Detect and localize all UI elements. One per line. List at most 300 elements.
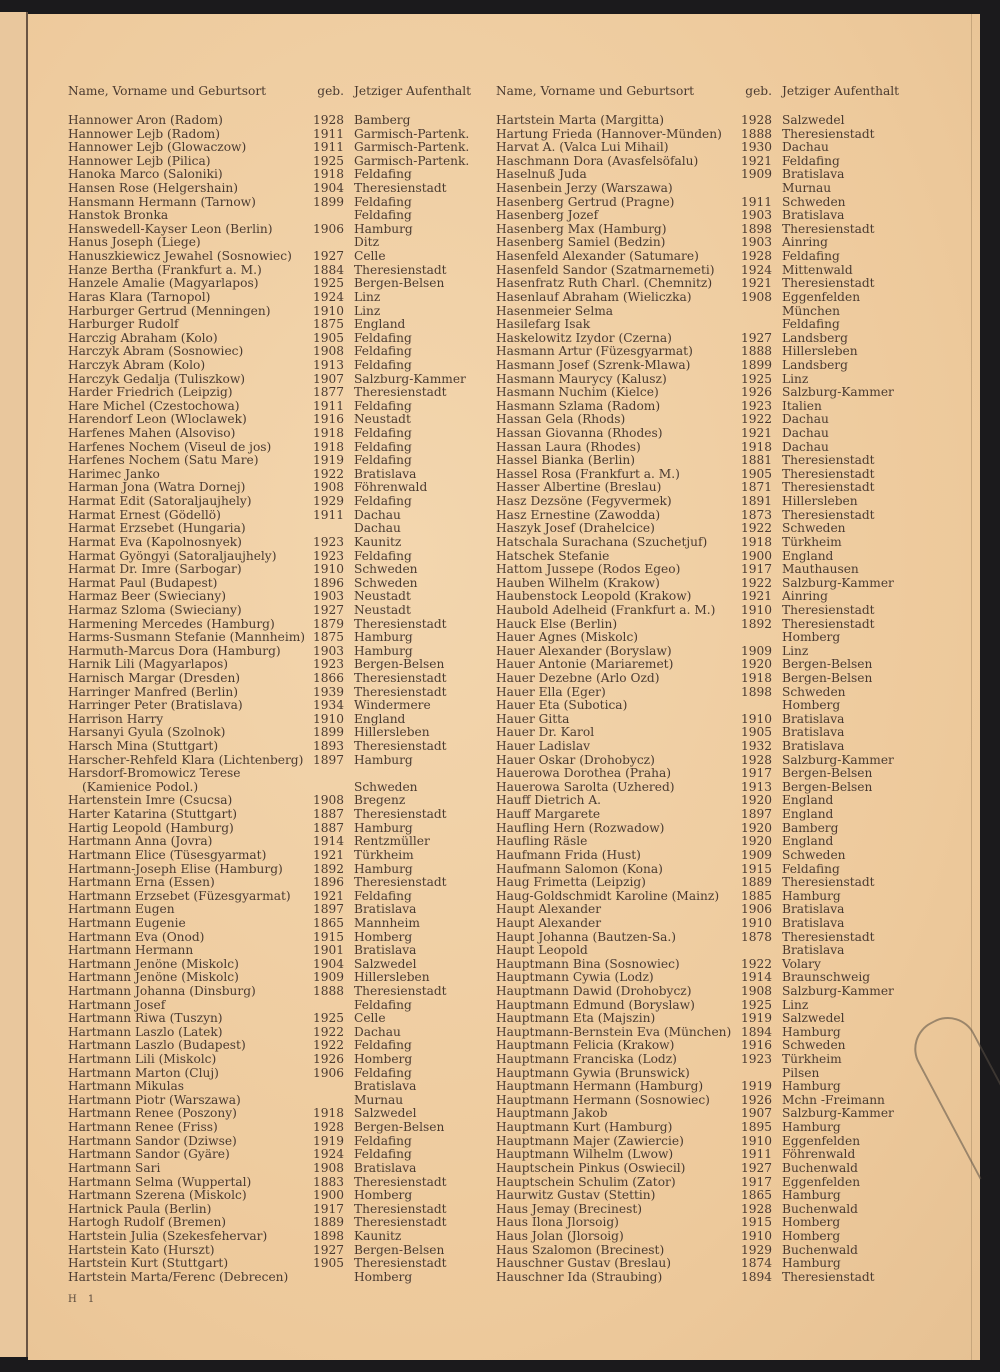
entry-birth-year: 1920 [740,820,772,835]
entry-residence: Theresienstadt [354,181,447,196]
entry-birth-year: 1918 [312,1106,344,1121]
entry-residence: Türkheim [782,534,842,549]
entry-residence: Theresienstadt [782,466,875,481]
entry-residence: München [782,303,840,318]
entry-birth-year: 1910 [740,1133,772,1148]
entry-name: Hanstok Bronka [68,208,169,223]
entry-name: Hauptmann Bina (Sosnowiec) [496,956,680,971]
entry-residence: Salzburg-Kammer [354,371,466,386]
entry-name: Hanze Bertha (Frankfurt a. M.) [68,262,262,277]
entry-birth-year: 1881 [740,453,772,468]
entry-name: Harfenes Nochem (Viseul de jos) [68,439,272,454]
entry-name: Hartstein Marta (Margitta) [496,113,665,127]
header-ort: Jetziger Aufenthalt [354,84,472,98]
entry-name: Harczyk Gedalja (Tuliszkow) [68,371,246,386]
entry-birth-year: 1904 [312,181,344,196]
entry-birth-year: 1922 [740,575,772,590]
entry-residence: Bergen-Belsen [782,766,873,781]
entry-birth-year: 1887 [312,807,344,822]
entry-birth-year: 1865 [740,1188,772,1203]
entry-name: Hasmann Artur (Füzesgyarmat) [496,344,693,359]
entry-name: Harvat A. (Valca Lui Mihail) [496,140,669,155]
entry-birth-year: 1897 [740,807,772,822]
entry-name: Haselnuß Juda [496,167,587,182]
entry-name: Harms-Susmann Stefanie (Mannheim) [68,630,306,645]
entry-name: Haufmann Salomon (Kona) [496,861,663,876]
previous-page-edge [0,12,28,1357]
entry-name: Hauer Ladislav [496,739,591,754]
entry-name: Harendorf Leon (Wloclawek) [68,412,247,427]
entry-birth-year: 1891 [740,494,772,509]
entry-residence: England [782,807,834,822]
entry-name: Hartmann Erna (Essen) [68,875,215,890]
entry-birth-year: 1922 [740,412,772,427]
entry-residence: Linz [782,643,809,658]
entry-birth-year: 1920 [740,793,772,808]
entry-name: Hauptmann Franciska (Lodz) [496,1052,677,1067]
entry-residence: Feldafing [782,317,840,332]
entry-birth-year: 1927 [312,1242,344,1257]
entry-birth-year: 1924 [312,289,344,304]
entry-birth-year: 1927 [312,602,344,617]
entry-name: Hartenstein Imre (Csucsa) [68,793,233,808]
entry-residence: Feldafing [354,357,412,372]
entry-name: Hauptmann Gywia (Brunswick) [496,1065,690,1080]
entry-name: (Kamienice Podol.) [82,779,199,794]
entry-residence: Linz [782,371,809,386]
entry-residence: Hamburg [782,1024,841,1039]
entry-birth-year: 1905 [312,330,344,345]
entry-birth-year: 1922 [740,521,772,536]
entry-name: Harimec Janko [68,466,160,481]
entry-name: Hartmann Marton (Cluj) [68,1065,219,1080]
entry-name: Hartmann Eugenie [68,915,186,930]
entry-residence: Hamburg [354,630,413,645]
entry-name: Hauer Agnes (Miskolc) [496,630,639,645]
entry-name: Hartung Frieda (Hannover-Münden) [496,126,722,141]
entry-residence: Theresienstadt [354,262,447,277]
header-name: Name, Vorname und Geburtsort [496,84,695,98]
entry-birth-year: 1874 [740,1256,772,1271]
entry-residence: Garmisch-Partenk. [354,126,470,141]
entry-birth-year: 1910 [312,711,344,726]
entry-birth-year: 1878 [740,929,772,944]
entry-birth-year: 1905 [312,1256,344,1271]
entry-name: Hauschner Ida (Straubing) [496,1269,663,1284]
entry-birth-year: 1865 [312,915,344,930]
entry-birth-year: 1917 [740,1174,772,1189]
entry-residence: Bratislava [354,1160,417,1175]
entry-name: Hatschala Surachana (Szuchetjuf) [496,534,708,549]
entry-name: Harsdorf-Bromowicz Terese [68,766,241,781]
entry-residence: Linz [354,289,381,304]
entry-name: Hauschner Gustav (Breslau) [496,1256,671,1271]
entry-name: Hare Michel (Czestochowa) [68,398,240,413]
entry-name: Haupt Alexander [496,915,602,930]
entry-name: Hartmann Sandor (Gyäre) [68,1147,230,1162]
entry-residence: Celle [354,249,386,264]
entry-residence: Bamberg [354,113,411,127]
entry-residence: Murnau [782,181,832,196]
entry-residence: Bratislava [354,943,417,958]
entry-birth-year: 1910 [312,562,344,577]
entry-name: Harnik Lili (Magyarlapos) [68,657,228,672]
entry-birth-year: 1918 [312,167,344,182]
entry-residence: Föhrenwald [354,480,428,495]
entry-name: Hartmann Sari [68,1160,161,1175]
entry-name: Hannower Lejb (Radom) [68,126,220,141]
entry-name: Harmaz Beer (Swieciany) [68,589,227,604]
entry-residence: Schweden [782,194,846,209]
entry-residence: Bratislava [782,711,845,726]
entry-name: Haupt Leopold [496,943,588,958]
entry-birth-year: 1925 [312,1011,344,1026]
entry-birth-year: 1906 [312,221,344,236]
entry-name: Hanswedell-Kayser Leon (Berlin) [68,221,273,236]
entry-name: Harman Jona (Watra Dornej) [68,480,246,495]
entry-name: Haupt Johanna (Bautzen-Sa.) [496,929,677,944]
entry-birth-year: 1908 [740,289,772,304]
entry-residence: Hamburg [782,1079,841,1094]
entry-residence: Landsberg [782,330,848,345]
entry-name: Hauer Eta (Subotica) [496,698,628,713]
entry-name: Hatschek Stefanie [496,548,610,563]
entry-residence: England [782,548,834,563]
entry-name: Hauptschein Schulim (Zator) [496,1174,676,1189]
entry-residence: Bratislava [782,208,845,223]
entry-name: Haus Jolan (Jlorsoig) [496,1228,624,1243]
entry-name: Hasmann Szlama (Radom) [496,398,661,413]
entry-name: Harmat Eva (Kapolnosnyek) [68,534,242,549]
entry-residence: Hamburg [354,643,413,658]
entry-name: Hartmann Eva (Onod) [68,929,205,944]
entry-residence: Mittenwald [782,262,853,277]
entry-birth-year: 1903 [312,589,344,604]
entry-name: Haus Szalomon (Brecinest) [496,1242,665,1257]
entry-residence: Hillersleben [782,494,858,509]
entry-residence: Schweden [782,1038,846,1053]
entry-residence: Theresienstadt [782,480,875,495]
entry-name: Hartmann Szerena (Miskolc) [68,1188,247,1203]
entry-name: Harmat Paul (Budapest) [68,575,218,590]
entry-birth-year: 1893 [312,739,344,754]
entry-birth-year: 1921 [740,153,772,168]
entry-name: Harnisch Margar (Dresden) [68,670,241,685]
entry-residence: Braunschweig [782,970,871,985]
entry-residence: Bratislava [782,915,845,930]
entry-residence: Feldafing [354,167,412,182]
entry-name: Harmuth-Marcus Dora (Hamburg) [68,643,281,658]
entry-birth-year: 1929 [740,1242,772,1257]
entry-residence: Schweden [354,562,418,577]
entry-name: Haufling Räsle [496,834,588,849]
entry-birth-year: 1911 [740,1147,772,1162]
entry-name: Hartnick Paula (Berlin) [68,1201,212,1216]
entry-residence: Homberg [354,929,413,944]
entry-name: Haschmann Dora (Avasfelsöfalu) [496,153,699,168]
entry-birth-year: 1875 [312,630,344,645]
entry-birth-year: 1909 [312,970,344,985]
entry-residence: Volary [782,956,821,971]
entry-birth-year: 1908 [312,1160,344,1175]
entry-residence: Salzburg-Kammer [782,984,894,998]
entry-residence: Theresienstadt [782,875,875,890]
entry-name: Hasenmeier Selma [496,303,614,318]
header-geb: geb. [745,84,772,98]
entry-residence: Hillersleben [354,970,430,985]
entry-name: Hartmann Piotr (Warszawa) [68,1092,241,1107]
entry-name: Harringer Peter (Bratislava) [68,698,243,713]
entry-birth-year: 1914 [312,834,344,849]
entry-birth-year: 1927 [740,1160,772,1175]
entry-residence: Hamburg [354,221,413,236]
entry-birth-year: 1927 [740,330,772,345]
entry-name: Hauff Margarete [496,807,601,822]
entry-name: Hartmann Josef [68,997,166,1012]
entry-birth-year: 1923 [312,548,344,563]
entry-name: Hartmann Riwa (Tuszyn) [68,1011,223,1026]
entry-residence: Bratislava [354,1079,417,1094]
entry-birth-year: 1895 [740,1120,772,1135]
entry-name: Haupt Alexander [496,902,602,917]
entry-name: Harfenes Nochem (Satu Mare) [68,453,259,468]
entry-residence: Feldafing [354,426,412,441]
entry-birth-year: 1915 [740,1215,772,1230]
entry-name: Hattom Jussepe (Rodos Egeo) [496,562,681,577]
entry-residence: Bergen-Belsen [782,779,873,794]
entry-birth-year: 1888 [740,344,772,359]
entry-birth-year: 1903 [740,208,772,223]
entry-residence: Feldafing [354,1038,412,1053]
entry-residence: Theresienstadt [354,684,447,699]
entry-birth-year: 1899 [740,357,772,372]
entry-name: Harter Katarina (Stuttgart) [68,807,237,822]
entry-residence: Bratislava [354,466,417,481]
entry-name: Hassel Rosa (Frankfurt a. M.) [496,466,680,481]
entry-birth-year: 1911 [740,194,772,209]
entry-residence: Dachau [782,140,829,155]
entry-birth-year: 1923 [740,1052,772,1067]
entry-birth-year: 1892 [740,616,772,631]
entry-name: Hartmann Renee (Friss) [68,1120,218,1135]
entry-birth-year: 1922 [740,956,772,971]
entry-residence: Neustadt [354,589,411,604]
entry-name: Hansmann Hermann (Tarnow) [68,194,256,209]
entry-birth-year: 1897 [312,752,344,767]
entry-birth-year: 1924 [312,1147,344,1162]
entry-name: Hauptmann Jakob [496,1106,608,1121]
entry-birth-year: 1887 [312,820,344,835]
entry-residence: Windermere [354,698,431,713]
entry-residence: Hamburg [782,1120,841,1135]
entry-residence: Feldafing [782,153,840,168]
entry-residence: Mauthausen [782,562,859,577]
entry-residence: Dachau [354,521,401,536]
entry-birth-year: 1906 [740,902,772,917]
entry-residence: Schweden [354,779,418,794]
entry-name: Hartstein Julia (Szekesfehervar) [68,1228,268,1243]
entry-birth-year: 1913 [740,779,772,794]
entry-birth-year: 1922 [312,1038,344,1053]
entry-residence: Theresienstadt [354,616,447,631]
entry-name: Haus Jemay (Brecinest) [496,1201,642,1216]
entry-residence: Bergen-Belsen [354,657,445,672]
entry-birth-year: 1911 [312,507,344,522]
entry-name: Harsch Mina (Stuttgart) [68,739,219,754]
entry-residence: Garmisch-Partenk. [354,153,470,168]
entry-name: Harder Friedrich (Leipzig) [68,385,233,400]
entry-residence: Homberg [782,1228,841,1243]
entry-residence: England [354,711,406,726]
entry-birth-year: 1879 [312,616,344,631]
entry-birth-year: 1910 [740,711,772,726]
entry-residence: Theresienstadt [354,385,447,400]
entry-name: Hasz Ernestine (Zawodda) [496,507,661,522]
entry-birth-year: 1898 [312,1228,344,1243]
entry-birth-year: 1918 [740,670,772,685]
entry-residence: Bratislava [782,725,845,740]
entry-name: Hannower Lejb (Glowaczow) [68,140,247,155]
entry-birth-year: 1908 [740,984,772,998]
entry-name: Hartmann Selma (Wuppertal) [68,1174,252,1189]
entry-name: Hasmann Josef (Szrenk-Mlawa) [496,357,691,372]
entry-birth-year: 1910 [740,915,772,930]
entry-birth-year: 1909 [740,167,772,182]
entry-name: Hauer Alexander (Boryslaw) [496,643,672,658]
entry-residence: Dachau [354,507,401,522]
entry-birth-year: 1905 [740,725,772,740]
entry-name: Hasser Albertine (Breslau) [496,480,662,495]
entry-name: Hauer Dr. Karol [496,725,595,740]
entry-residence: Neustadt [354,602,411,617]
entry-residence: Buchenwald [782,1201,858,1216]
entry-name: Hartig Leopold (Hamburg) [68,820,234,835]
entry-birth-year: 1928 [740,752,772,767]
entry-birth-year: 1928 [740,113,772,127]
entry-birth-year: 1898 [740,684,772,699]
entry-residence: Hillersleben [354,725,430,740]
entry-name: Hanus Joseph (Liege) [68,235,201,250]
entry-name: Hasenberg Max (Hamburg) [496,221,667,236]
entry-residence: Homberg [782,1215,841,1230]
entry-residence: Pilsen [782,1065,820,1080]
entry-name: Hauer Antonie (Mariaremet) [496,657,674,672]
entry-name: Harfenes Mahen (Alsoviso) [68,426,236,441]
entry-residence: Salzburg-Kammer [782,752,894,767]
entry-birth-year: 1889 [312,1215,344,1230]
entry-residence: Feldafing [354,1065,412,1080]
entry-name: Hartmann Mikulas [68,1079,185,1094]
entry-residence: Hillersleben [782,344,858,359]
entry-birth-year: 1897 [312,902,344,917]
entry-birth-year: 1903 [312,643,344,658]
entry-name: Hartmann Sandor (Dziwse) [68,1133,237,1148]
entry-residence: Homberg [354,1269,413,1284]
header-name: Name, Vorname und Geburtsort [68,84,267,98]
entry-name: Hartmann Jenöne (Miskolc) [68,956,239,971]
entry-birth-year: 1921 [312,847,344,862]
entry-birth-year: 1919 [312,1133,344,1148]
entry-birth-year: 1909 [740,847,772,862]
entry-residence: Neustadt [354,412,411,427]
entry-name: Hannower Lejb (Pilica) [68,153,211,168]
entry-name: Hauptmann-Bernstein Eva (München) [496,1024,732,1039]
entry-birth-year: 1921 [740,589,772,604]
entry-birth-year: 1877 [312,385,344,400]
entry-residence: Hamburg [354,752,413,767]
entry-name: Haubenstock Leopold (Krakow) [496,589,692,604]
entry-birth-year: 1923 [740,398,772,413]
entry-name: Haubold Adelheid (Frankfurt a. M.) [496,602,716,617]
entry-birth-year: 1911 [312,140,344,155]
entry-birth-year: 1919 [740,1011,772,1026]
entry-residence: Feldafing [782,861,840,876]
entry-residence: Theresienstadt [354,1215,447,1230]
entry-birth-year: 1907 [312,371,344,386]
entry-birth-year: 1929 [312,494,344,509]
entry-name: Hansen Rose (Helgershain) [68,181,238,196]
entry-name: Haug-Goldschmidt Karoline (Mainz) [496,888,720,903]
header-ort: Jetziger Aufenthalt [782,84,900,98]
entry-residence: Feldafing [354,1133,412,1148]
entry-name: Hauptmann Cywia (Lodz) [496,970,654,985]
entry-residence: Feldafing [354,997,412,1012]
entry-residence: Dachau [782,426,829,441]
entry-residence: Feldafing [354,208,412,223]
entry-residence: Murnau [354,1092,404,1107]
entry-name: Harmat Dr. Imre (Sarbogar) [68,562,242,577]
entry-birth-year: 1866 [312,670,344,685]
entry-residence: Hamburg [782,888,841,903]
entry-residence: Ainring [782,589,828,604]
entry-name: Hauptmann Wilhelm (Lwow) [496,1147,674,1162]
entry-residence: Homberg [782,630,841,645]
entry-residence: Schweden [782,684,846,699]
entry-birth-year: 1926 [740,1092,772,1107]
entry-residence: Bregenz [354,793,406,808]
entry-birth-year: 1905 [740,466,772,481]
entry-name: Hasenfratz Ruth Charl. (Chemnitz) [496,276,713,291]
entry-birth-year: 1919 [740,1079,772,1094]
entry-residence: Bergen-Belsen [354,1242,445,1257]
entry-residence: Bergen-Belsen [354,276,445,291]
entry-residence: Hamburg [782,1188,841,1203]
entry-residence: Feldafing [354,494,412,509]
entry-birth-year: 1919 [312,453,344,468]
entry-residence: Bratislava [782,167,845,182]
entry-residence: Dachau [782,412,829,427]
entry-residence: Garmisch-Partenk. [354,140,470,155]
entry-name: Hauck Else (Berlin) [496,616,618,631]
entry-birth-year: 1925 [740,371,772,386]
entry-name: Hasenfeld Alexander (Satumare) [496,249,699,264]
entry-name: Hauptmann Kurt (Hamburg) [496,1120,673,1135]
entry-birth-year: 1909 [740,643,772,658]
entry-birth-year: 1920 [740,834,772,849]
entry-residence: Theresienstadt [354,984,447,998]
entry-name: Harsanyi Gyula (Szolnok) [68,725,226,740]
entry-residence: Theresienstadt [782,1269,875,1284]
entry-residence: Dachau [354,1024,401,1039]
entry-birth-year: 1906 [312,1065,344,1080]
entry-name: Hartstein Kurt (Stuttgart) [68,1256,229,1271]
entry-residence: Theresienstadt [354,670,447,685]
entry-residence: Hamburg [354,820,413,835]
entry-residence: Landsberg [782,357,848,372]
entry-residence: Salzburg-Kammer [782,1106,894,1121]
entry-birth-year: 1921 [740,276,772,291]
entry-residence: Theresienstadt [782,602,875,617]
